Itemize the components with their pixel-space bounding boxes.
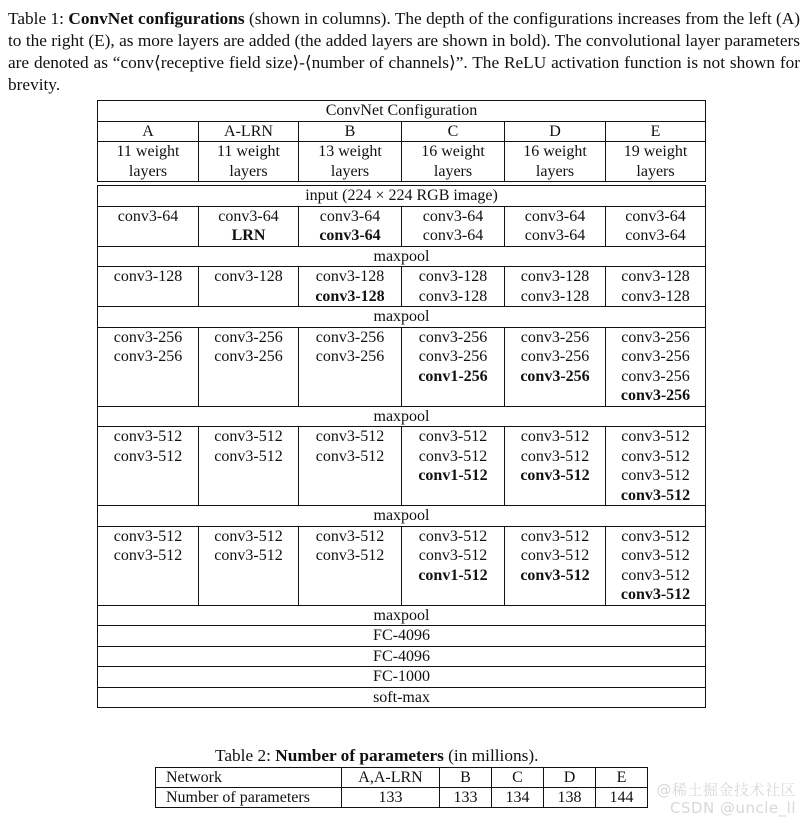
- table2-caption: [215, 745, 538, 767]
- layer-label: conv3-128: [520, 268, 590, 285]
- column-header-e: E: [606, 121, 706, 142]
- layer-label: conv3-64: [319, 227, 381, 244]
- layer-label: conv3-512: [621, 527, 690, 545]
- parameters-value-b: 133: [440, 788, 492, 808]
- tail-layer-5-row: [98, 687, 706, 708]
- tail-layer-2-row: [98, 626, 706, 647]
- layer-label: conv3-128: [520, 287, 590, 305]
- layer-label: conv3-128: [621, 287, 690, 305]
- layer-label: conv1-256: [418, 367, 488, 385]
- layer-label: conv3-512: [621, 566, 690, 584]
- layer-label: conv3-64: [625, 227, 686, 244]
- maxpool-2-row: [98, 307, 706, 328]
- layer-label: conv3-64: [117, 207, 179, 225]
- maxpool-1: maxpool: [98, 246, 706, 267]
- conv-block-2-cell-e: [606, 267, 706, 307]
- layer-label: conv3-512: [418, 447, 488, 465]
- layer-label: conv3-128: [214, 268, 283, 285]
- parameters-value-row: [156, 788, 648, 808]
- layer-label: conv3-256: [214, 328, 283, 346]
- input-layer-row: [98, 186, 706, 207]
- layer-label: conv3-512: [315, 447, 385, 465]
- conv-block-5-row: [98, 526, 706, 605]
- layer-label: conv3-512: [315, 547, 385, 564]
- conv-block-4-cell-d: [505, 427, 606, 506]
- layer-label: conv3-128: [315, 287, 385, 305]
- weights-label: layers: [535, 162, 575, 180]
- conv-block-3-cell-a: [98, 327, 199, 406]
- maxpool-4-row: [98, 506, 706, 527]
- conv-block-5-cell-b: [299, 526, 402, 605]
- layer-label: conv3-512: [620, 586, 691, 603]
- layer-label: conv1-512: [418, 566, 488, 584]
- weights-label: layers: [433, 162, 473, 180]
- conv-block-4-row: [98, 427, 706, 506]
- conv-block-1-cell-a: [98, 206, 199, 246]
- layer-label: conv3-128: [418, 268, 488, 285]
- conv-block-2-cell-b: [299, 267, 402, 307]
- parameters-value-e: 144: [596, 788, 648, 808]
- weights-label: layers: [229, 162, 268, 180]
- layer-label: conv3-512: [214, 547, 283, 564]
- layer-label: conv3-512: [621, 467, 690, 484]
- parameters-header-a: A,A-LRN: [342, 768, 440, 788]
- watermark: [656, 781, 796, 817]
- column-weights-a-lrn: [199, 142, 299, 182]
- layer-label: conv3-256: [315, 328, 385, 346]
- layer-label: conv3-512: [520, 428, 590, 445]
- watermark-line1: @稀土掘金技术社区: [656, 781, 796, 799]
- column-header-c: C: [402, 121, 505, 142]
- conv-block-2-cell-c: [402, 267, 505, 307]
- convnet-config-table: [97, 100, 706, 708]
- parameters-header-b: B: [440, 768, 492, 788]
- column-header-a: A: [98, 121, 199, 142]
- layer-label: conv3-512: [315, 527, 385, 545]
- maxpool-3: maxpool: [98, 406, 706, 427]
- layer-label: conv3-512: [214, 428, 283, 445]
- layer-label: conv3-256: [214, 348, 283, 365]
- conv-block-5-cell-c: [402, 526, 505, 605]
- conv-block-3-cell-c: [402, 327, 505, 406]
- conv-block-1-cell-c: [402, 206, 505, 246]
- tail-layer-4-row: [98, 667, 706, 688]
- layer-label: conv3-256: [113, 328, 183, 346]
- maxpool-3-row: [98, 406, 706, 427]
- tail-layer-5: soft-max: [98, 687, 706, 708]
- layer-label: conv3-512: [418, 527, 488, 545]
- table2-caption-label: Table 2:: [215, 746, 271, 765]
- layer-label: conv3-512: [621, 447, 690, 465]
- layer-label: conv3-256: [315, 348, 385, 365]
- weights-label: layers: [128, 162, 168, 180]
- conv-block-5-cell-a-lrn: [199, 526, 299, 605]
- config-header-title: ConvNet Configuration: [98, 101, 706, 122]
- layer-label: conv3-64: [319, 207, 381, 225]
- layer-label: conv3-512: [418, 428, 488, 445]
- layer-label: conv3-512: [113, 428, 183, 445]
- weights-label: layers: [330, 162, 370, 180]
- weights-label: 16 weight: [421, 143, 485, 160]
- maxpool-1-row: [98, 246, 706, 267]
- parameters-table: [155, 767, 648, 808]
- conv-block-5-cell-a: [98, 526, 199, 605]
- conv-block-3-row: [98, 327, 706, 406]
- weights-label: 16 weight: [523, 143, 587, 160]
- parameters-header-c: C: [492, 768, 544, 788]
- layer-label: conv3-256: [621, 328, 690, 346]
- layer-label: conv3-64: [524, 207, 586, 225]
- watermark-line2: CSDN @uncle_ll: [669, 799, 796, 817]
- conv-block-1-cell-a-lrn: [199, 206, 299, 246]
- conv-block-3-cell-b: [299, 327, 402, 406]
- column-weights-c: [402, 142, 505, 182]
- tail-layer-3: FC-4096: [98, 646, 706, 667]
- layer-label: conv3-256: [520, 348, 590, 365]
- layer-label: conv3-512: [113, 547, 183, 564]
- conv-block-2-row: [98, 267, 706, 307]
- layer-label: conv3-256: [418, 348, 488, 365]
- parameters-value-a: 133: [342, 788, 440, 808]
- conv-block-1-row: [98, 206, 706, 246]
- tail-layer-3-row: [98, 646, 706, 667]
- config-header-title-row: [98, 101, 706, 122]
- conv-block-2-cell-a-lrn: [199, 267, 299, 307]
- layer-label: conv3-512: [520, 566, 590, 584]
- table2-caption-title: Number of parameters: [275, 746, 444, 765]
- config-weights-row: [98, 142, 706, 182]
- weights-label: 19 weight: [623, 143, 688, 160]
- layer-label: conv3-512: [214, 447, 283, 465]
- column-header-a-lrn: A-LRN: [199, 121, 299, 142]
- layer-label: conv3-64: [422, 227, 484, 244]
- maxpool-4: maxpool: [98, 506, 706, 527]
- weights-label: 11 weight: [217, 143, 280, 160]
- layer-label: conv3-512: [621, 428, 690, 445]
- maxpool-2: maxpool: [98, 307, 706, 328]
- column-weights-e: [606, 142, 706, 182]
- layer-label: conv3-256: [620, 387, 691, 404]
- layer-label: conv3-512: [520, 467, 590, 484]
- table1-caption: [8, 8, 800, 96]
- layer-label: conv1-512: [418, 467, 488, 484]
- layer-label: conv3-64: [422, 207, 484, 225]
- table1-caption-text: (shown in columns). The depth of the configurations increases from the left (A) to the right (E), as more layers are added (the added layers are shown in bold). The convolutional layer parameters are denoted as “conv⟨receptive field size⟩-⟨number of channels⟩”. The ReLU activation function is not shown for brevity.: [8, 9, 801, 94]
- parameters-header-network: Network: [156, 768, 342, 788]
- layer-label: conv3-512: [520, 547, 590, 564]
- conv-block-5-cell-d: [505, 526, 606, 605]
- column-header-b: B: [299, 121, 402, 142]
- tail-layer-4: FC-1000: [98, 667, 706, 688]
- conv-block-3-cell-d: [505, 327, 606, 406]
- layer-label: conv3-64: [625, 207, 686, 225]
- conv-block-2-cell-d: [505, 267, 606, 307]
- layer-label: conv3-256: [520, 367, 590, 385]
- layer-label: conv3-512: [520, 527, 590, 545]
- layer-label: conv3-64: [524, 227, 586, 244]
- conv-block-2-cell-a: [98, 267, 199, 307]
- conv-block-1-cell-b: [299, 206, 402, 246]
- layer-label: conv3-256: [621, 348, 690, 365]
- weights-label: 11 weight: [116, 143, 180, 160]
- table2-caption-text: (in millions).: [443, 746, 539, 765]
- layer-label: conv3-256: [621, 367, 690, 385]
- tail-layer-2: FC-4096: [98, 626, 706, 647]
- layer-label: conv3-128: [621, 268, 690, 285]
- table1-caption-title: ConvNet configurations: [68, 9, 245, 28]
- layer-label: conv3-512: [620, 486, 691, 504]
- layer-label: conv3-512: [621, 547, 690, 564]
- conv-block-3-cell-a-lrn: [199, 327, 299, 406]
- column-weights-d: [505, 142, 606, 182]
- conv-block-4-cell-c: [402, 427, 505, 506]
- conv-block-1-cell-e: [606, 206, 706, 246]
- layer-label: conv3-256: [418, 328, 488, 346]
- conv-block-1-cell-d: [505, 206, 606, 246]
- layer-label: conv3-512: [520, 447, 590, 465]
- layer-label: conv3-512: [214, 527, 283, 545]
- parameters-header-e: E: [596, 768, 648, 788]
- layer-label: conv3-512: [113, 527, 183, 545]
- column-header-d: D: [505, 121, 606, 142]
- parameters-value-c: 134: [492, 788, 544, 808]
- tail-layer-1: maxpool: [98, 605, 706, 626]
- tail-layer-1-row: [98, 605, 706, 626]
- config-columns-row: [98, 121, 706, 142]
- column-weights-b: [299, 142, 402, 182]
- layer-label: conv3-512: [315, 428, 385, 445]
- weights-label: 13 weight: [318, 143, 382, 160]
- input-layer: input (224 × 224 RGB image): [98, 186, 706, 207]
- table1-caption-label: Table 1:: [8, 9, 64, 28]
- layer-label: conv3-128: [113, 268, 183, 285]
- conv-block-4-cell-e: [606, 427, 706, 506]
- parameters-row-label: Number of parameters: [156, 788, 342, 808]
- parameters-header-d: D: [544, 768, 596, 788]
- conv-block-4-cell-a: [98, 427, 199, 506]
- column-weights-a: [98, 142, 199, 182]
- layer-label: conv3-64: [218, 207, 279, 225]
- layer-label: conv3-512: [418, 547, 488, 564]
- conv-block-3-cell-e: [606, 327, 706, 406]
- conv-block-4-cell-a-lrn: [199, 427, 299, 506]
- weights-label: layers: [636, 162, 675, 180]
- parameters-header-row: [156, 768, 648, 788]
- conv-block-4-cell-b: [299, 427, 402, 506]
- layer-label: LRN: [231, 227, 266, 244]
- conv-block-5-cell-e: [606, 526, 706, 605]
- parameters-value-d: 138: [544, 788, 596, 808]
- layer-label: conv3-512: [113, 447, 183, 465]
- layer-label: conv3-256: [113, 348, 183, 365]
- layer-label: conv3-128: [418, 287, 488, 305]
- layer-label: conv3-256: [520, 328, 590, 346]
- layer-label: conv3-128: [315, 268, 385, 285]
